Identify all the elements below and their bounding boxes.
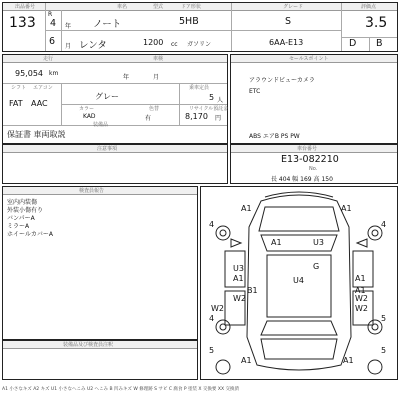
ac-label: エアコン <box>33 85 53 91</box>
grade: S <box>285 16 292 27</box>
color-code: KAD <box>83 113 96 120</box>
color-value: グレー <box>95 92 119 101</box>
car-diagram-block <box>200 186 398 380</box>
year-label: 年 <box>65 23 72 30</box>
car-name: ノート <box>93 19 122 30</box>
damage-front-right: A1 <box>341 204 352 213</box>
color-change: 有 <box>145 115 152 122</box>
inspector-report-title: 検査員報告 <box>79 188 105 194</box>
damage-rear-right-w2: W2 <box>355 304 368 313</box>
damage-left-a1: A1 <box>233 274 244 283</box>
color-label: カラー <box>79 106 95 112</box>
car-diagram <box>201 187 397 379</box>
recycle-value: 8,170 <box>185 112 208 121</box>
chassis-dimensions: 長 404 幅 169 高 150 <box>271 176 333 183</box>
shaken-year: 年 <box>123 74 130 81</box>
usage: レンタ <box>79 40 107 51</box>
sales-point-2: ETC <box>249 88 261 95</box>
damage-trunk-left: A1 <box>241 356 252 365</box>
sales-point-1: アラウンドビューカメラ <box>249 77 315 84</box>
note-2: 外装小傷有り <box>7 207 44 214</box>
tire-score-spare-l: 5 <box>209 346 215 355</box>
damage-roof-g: G <box>313 262 320 271</box>
tire-score-fl: 4 <box>209 220 215 229</box>
damage-left-u3: U3 <box>233 264 244 273</box>
tire-score-fr: 4 <box>381 220 387 229</box>
col-header-door: ドア形状 <box>181 4 201 10</box>
tire-score-rl: 4 <box>209 314 215 323</box>
damage-rear-left-w2: W2 <box>211 304 224 313</box>
sales-point-5: ABS エアB PS PW <box>249 133 300 140</box>
chassis-block <box>230 144 398 184</box>
damage-roof-u4: U4 <box>293 276 304 285</box>
model-code: 6AA-E13 <box>269 38 304 47</box>
note-4: ミラーA <box>7 223 30 230</box>
documents: 保証書 車両取説 <box>7 130 66 139</box>
col-header-name: 車名 <box>117 4 128 10</box>
capacity-unit: 人 <box>217 97 224 104</box>
chassis-number: E13-082210 <box>281 154 339 165</box>
recycle-unit: 円 <box>215 115 222 122</box>
overall-score: 3.5 <box>365 15 388 31</box>
mileage-unit: km <box>49 70 59 77</box>
specs-block <box>2 54 228 144</box>
capacity-value: 5 <box>209 93 215 102</box>
damage-right-w2: W2 <box>355 294 368 303</box>
shaken-label: 車検 <box>153 56 164 62</box>
year-number: 4 <box>50 18 57 29</box>
shaken-month: 月 <box>153 74 160 81</box>
interior-score: D <box>349 38 357 49</box>
capacity-label: 乗車定員 <box>189 85 210 91</box>
recycle-label: リサイクル預託金 <box>189 106 229 112</box>
sales-points-block <box>230 54 398 144</box>
damage-front-bumper: A1 <box>241 204 252 213</box>
inspector-notes-block <box>2 144 228 184</box>
cc-label: cc <box>171 41 178 48</box>
mileage-value: 95,054 <box>15 69 43 78</box>
month-label: 月 <box>65 43 72 50</box>
chassis-no-label: No. <box>309 166 318 172</box>
footer-title: 装備品及び検査員注釈 <box>63 342 114 348</box>
damage-left-b1: B1 <box>247 286 258 295</box>
damage-right-a1: A1 <box>355 274 366 283</box>
equipment-label: 装備品 <box>93 122 109 128</box>
month-number: 6 <box>49 36 56 47</box>
col-header-lot: 出品番号 <box>15 4 36 10</box>
exterior-score: B <box>376 38 383 49</box>
chassis-title: 車台番号 <box>297 146 318 152</box>
ac-value: AAC <box>31 99 48 108</box>
year-era: R <box>48 11 53 18</box>
shift-label: シフト <box>11 85 27 91</box>
footer-block <box>2 340 198 380</box>
note-3: バンパーA <box>7 215 35 222</box>
damage-left-w2: W2 <box>233 294 246 303</box>
damage-right-a1b: A1 <box>355 286 366 295</box>
inspector-report-block <box>2 186 198 340</box>
note-5: ホイールカバーA <box>7 231 53 238</box>
col-header-score: 評価点 <box>361 4 377 10</box>
col-header-grade: グレード <box>283 4 304 10</box>
tire-score-rr: 5 <box>381 314 387 323</box>
sales-points-title: セールスポイント <box>289 56 329 62</box>
header-row <box>2 2 398 52</box>
damage-hood-right: U3 <box>313 238 324 247</box>
legend: A1 小さなキズ A2 キズ U1 小さなへこみ U2 へこみ B 凹みキズ W 修理跡 S サビ C 腐食 P 塗装 X 交換要 XX 交換済 <box>2 387 239 392</box>
door-type: 5HB <box>179 16 199 27</box>
damage-trunk-right: A1 <box>343 356 354 365</box>
displacement: 1200 <box>143 38 164 47</box>
damage-hood-left: A1 <box>271 238 282 247</box>
fuel-type: ガソリン <box>187 41 212 48</box>
shift-value: FAT <box>9 99 23 108</box>
lot-number: 133 <box>9 15 36 31</box>
inspector-notes-title: 注意事項 <box>97 146 118 152</box>
col-header-type: 型式 <box>153 4 164 10</box>
mileage-label: 走行 <box>43 56 54 62</box>
color-change-label: 色替 <box>149 106 160 112</box>
note-1: 室内内装傷 <box>7 199 38 206</box>
tire-score-spare-r: 5 <box>381 346 387 355</box>
